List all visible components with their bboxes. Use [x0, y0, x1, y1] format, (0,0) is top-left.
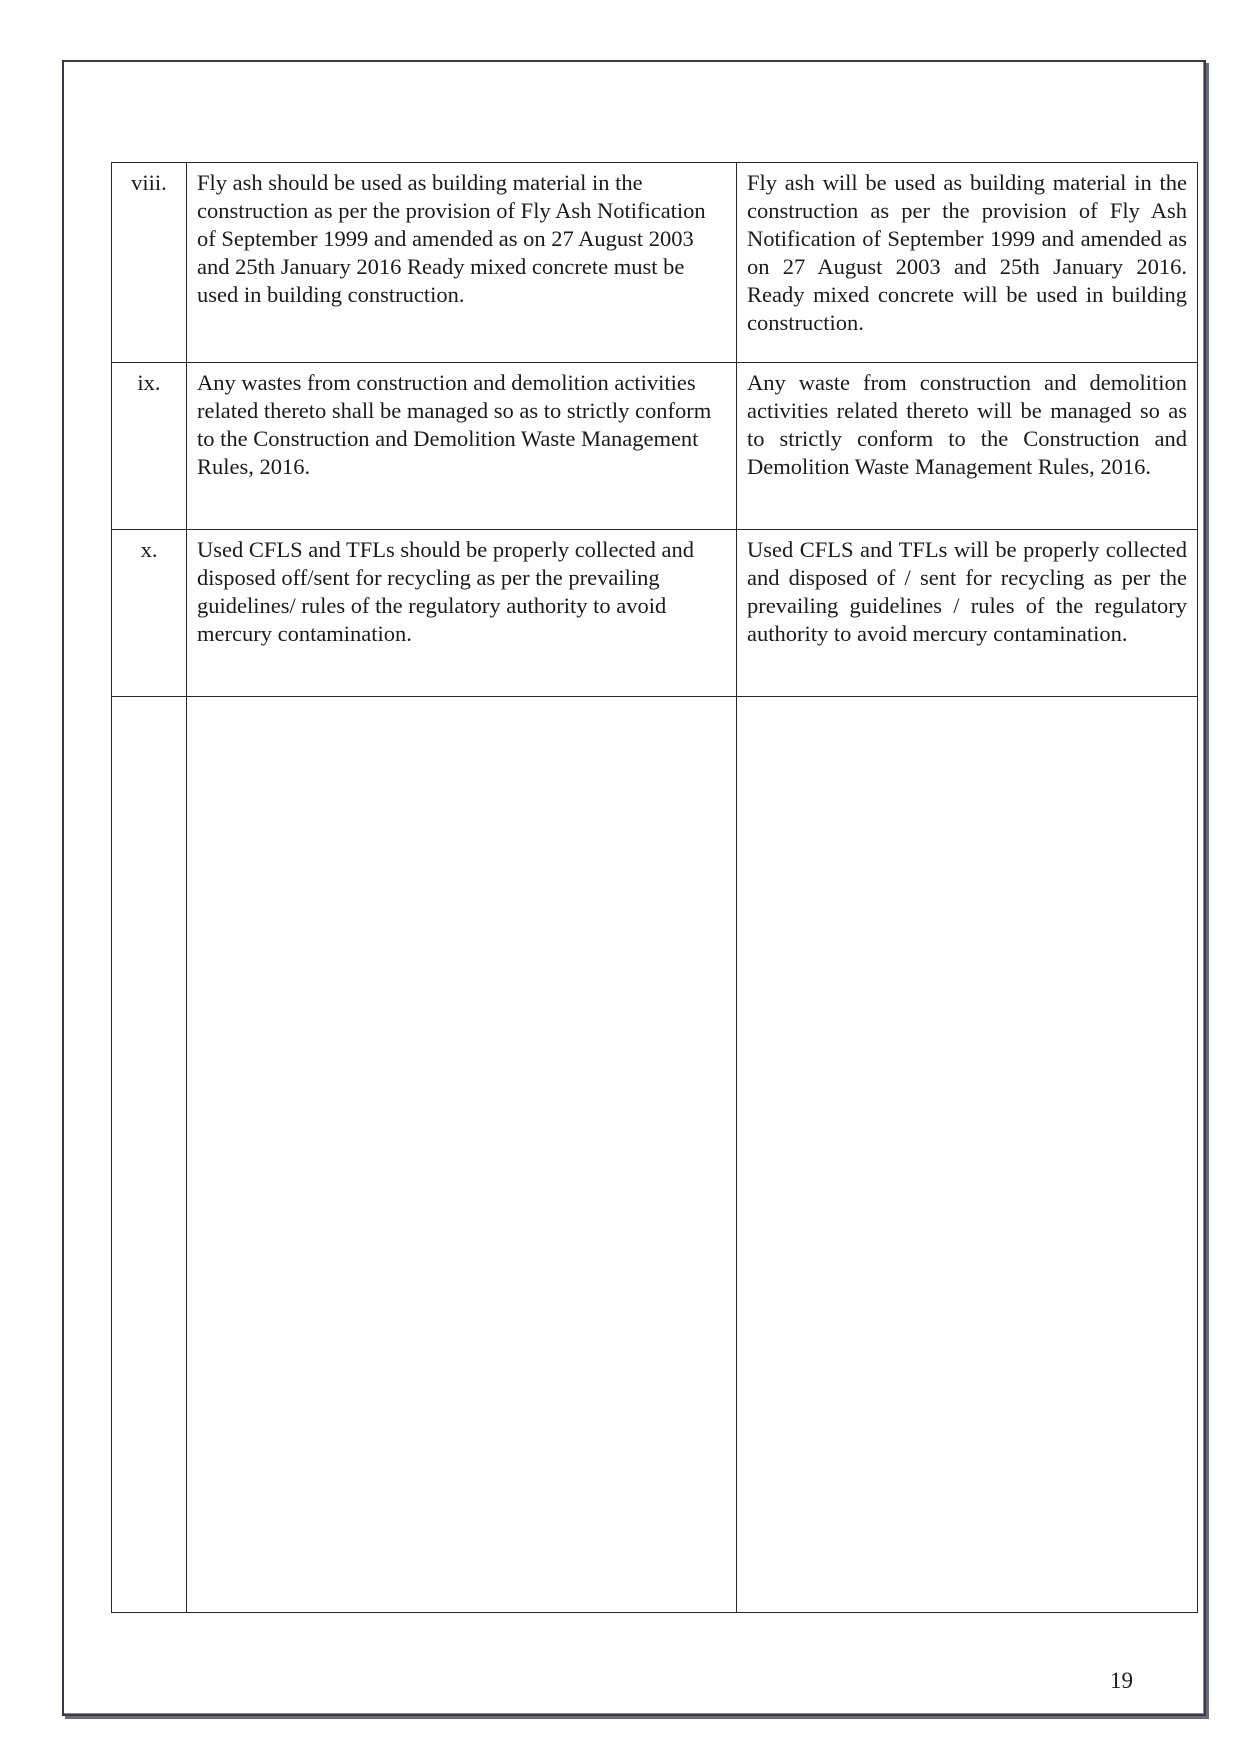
empty-cell — [112, 697, 187, 1613]
table-row — [112, 530, 1198, 697]
condition-cell: Fly ash should be used as building material in the construction as per the provision of Fly Ash Notification of September 1999 and amended as on 27 August 2003 and 25th January 2016 Ready mixed concrete must be used in building construction. — [187, 163, 737, 363]
compliance-table — [111, 162, 1198, 1613]
condition-cell: Used CFLS and TFLs should be properly collected and disposed off/sent for recycling as per the prevailing guidelines/ rules of the regulatory authority to avoid mercury contamination. — [187, 530, 737, 697]
empty-table-row — [112, 697, 1198, 1613]
empty-cell — [737, 697, 1198, 1613]
page-number: 19 — [1110, 1668, 1133, 1693]
table-row — [112, 163, 1198, 363]
response-cell: Used CFLS and TFLs will be properly collected and disposed of / sent for recycling as per the prevailing guidelines / rules of the regulatory authority to avoid mercury contamination. — [737, 530, 1198, 697]
serial-number-cell: x. — [112, 530, 187, 697]
condition-cell: Any wastes from construction and demolition activities related thereto shall be managed so as to strictly conform to the Construction and Demolition Waste Management Rules, 2016. — [187, 363, 737, 530]
response-cell: Any waste from construction and demolition activities related thereto will be managed so as to strictly conform to the Construction and Demolition Waste Management Rules, 2016. — [737, 363, 1198, 530]
serial-number-cell: viii. — [112, 163, 187, 363]
table-row — [112, 363, 1198, 530]
empty-cell — [187, 697, 737, 1613]
response-cell: Fly ash will be used as building material in the construction as per the provision of Fly Ash Notification of September 1999 and amended as on 27 August 2003 and 25th January 2016. Ready mixed concrete will be used in building construction. — [737, 163, 1198, 363]
serial-number-cell: ix. — [112, 363, 187, 530]
